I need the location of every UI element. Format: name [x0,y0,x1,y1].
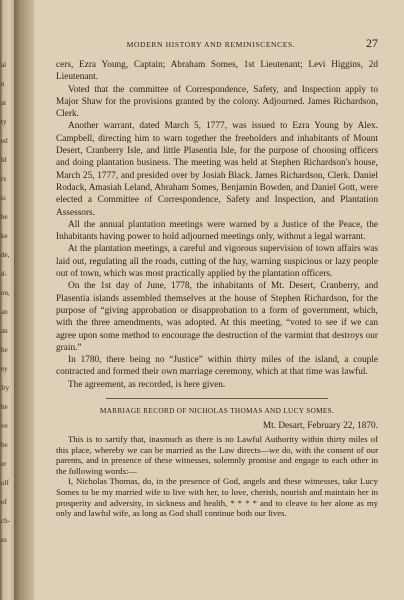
previous-page-fragment: es [1,536,7,544]
book-gutter [14,0,34,600]
paragraph: On the 1st day of June, 1778, the inhabitants of Mt. Desert, Cranberry, and Plasentia islands assembled themselves at the house of Stephen Richardson, for the purpose of “giving approbation or disapprobation to a form of government, which, with the three amendments, was adopted. At this meeting, “voted to see if we can agree upon some method to encourage the destruction of the varmint that destroys our grain.” [56,281,378,353]
previous-page-fragment: al [1,61,7,69]
previous-page-fragment: ch- [1,517,10,525]
record-paragraph: I, Nicholas Thomas, do, in the presence of God, angels and these witnesses, take Lucy Somes to be my married wife to live with her, to love, cherish, nourish and maintain her in prosperity and adversity, in sickness and health, * * * * and to cleave to her alone as my only and lawful wife, as long as God shall continue both our lives. [56,476,378,519]
previous-page-fragment: ty [1,118,7,126]
page-number: 27 [366,36,378,50]
record-dateline: Mt. Desart, February 22, 1870. [262,421,378,432]
previous-page-fragment: ey [1,365,8,373]
previous-page-fragment: be [1,213,8,221]
paragraph: Voted that the committee of Correspondence, Safety, and Inspection apply to Major Shaw for the provisions granted by the colony. Adjourned. James Richardson, Clerk. [56,84,378,120]
previous-page-fragment: he [1,346,8,354]
page-header [56,36,378,51]
previous-page-fragment: ve [1,422,8,430]
paragraph: At the plantation meetings, a careful and vigorous supervision of town affairs was laid out, regulating all the roads, cutting of the hay, warning suspicious or lazy people out of town, which was most practically applied by the plantation officers. [56,244,378,280]
record-paragraph: This is to sartify that, inasmuch as there is no Lawful Authority within thirty miles of this place, whereby we can be married as the Law directs—we do, with the consent of our parents, and in presence of these witnesses, solemnly promise and engage to each other in the following words:— [56,434,378,476]
previous-page-fragment: ld [1,156,7,164]
previous-page-fragment: er [1,460,7,468]
previous-page-fragment: Iry [1,384,10,392]
running-head: MODERN HISTORY AND REMINISCENCES. [126,40,296,49]
marriage-record [56,434,378,519]
previous-page-fragment: an [1,327,8,335]
paragraph: Another warrant, dated March 5, 1777, was issued to Ezra Young by Alex. Campbell, directing him to warn together the freeholders and inhabitants of Mount Desert, Cranberry Isle, and little Plasentia Isle, for the purpose of choosing officers and doing plantation business. The meeting was held at Stephen Richardson's house, March 25, 1777, and presided over by Josiah Black. James Richardson, Clerk. Daniel Rodack, Amasiah Leland, Abraham Somes, Benjamin Bowden, and Daniel Gott, were elected a Committee of Correspondence, Safety and Inspection, and Plantation Assessors. [56,121,378,218]
previous-page-fragment: de, [1,251,10,259]
previous-page-fragment: ed [1,137,8,145]
previous-page-fragment: rs [1,175,7,183]
previous-page-fragment: d- [1,270,7,278]
previous-page-edge [0,0,14,600]
previous-page-fragment: of [1,498,7,506]
previous-page-fragment: be [1,441,8,449]
previous-page-fragment: ke [1,232,8,240]
paragraph: All the annual plantation meetings were warned by a Justice of the Peace, the Inhabitants having power to hold adjourned meetings only, without a legal warrant. [56,219,378,243]
paragraph: cers, Ezra Young, Captain; Abraham Somes, 1st Lieutenant; Levi Higgins, 2d Lieutenant. [56,60,378,83]
previous-page-fragment: at [1,99,7,107]
previous-page-fragment: is [1,194,6,202]
previous-page-fragment: n [1,80,5,88]
paragraph: The agreement, as recorded, is here given. [68,379,226,390]
previous-page-fragment: on, [1,289,10,297]
book-page [34,0,404,600]
section-divider [106,398,328,399]
paragraph: In 1780, there being no “Justice” within thirty miles of the island, a couple contracted and formed their own marriage ceremony, which at that time was lawful. [56,355,378,378]
previous-page-fragment: olf [1,479,9,487]
record-title: MARRIAGE RECORD OF NICHOLAS THOMAS AND LUCY SOMES. [99,406,335,416]
previous-page-fragment: an [1,308,8,316]
previous-page-fragment: he [1,403,8,411]
